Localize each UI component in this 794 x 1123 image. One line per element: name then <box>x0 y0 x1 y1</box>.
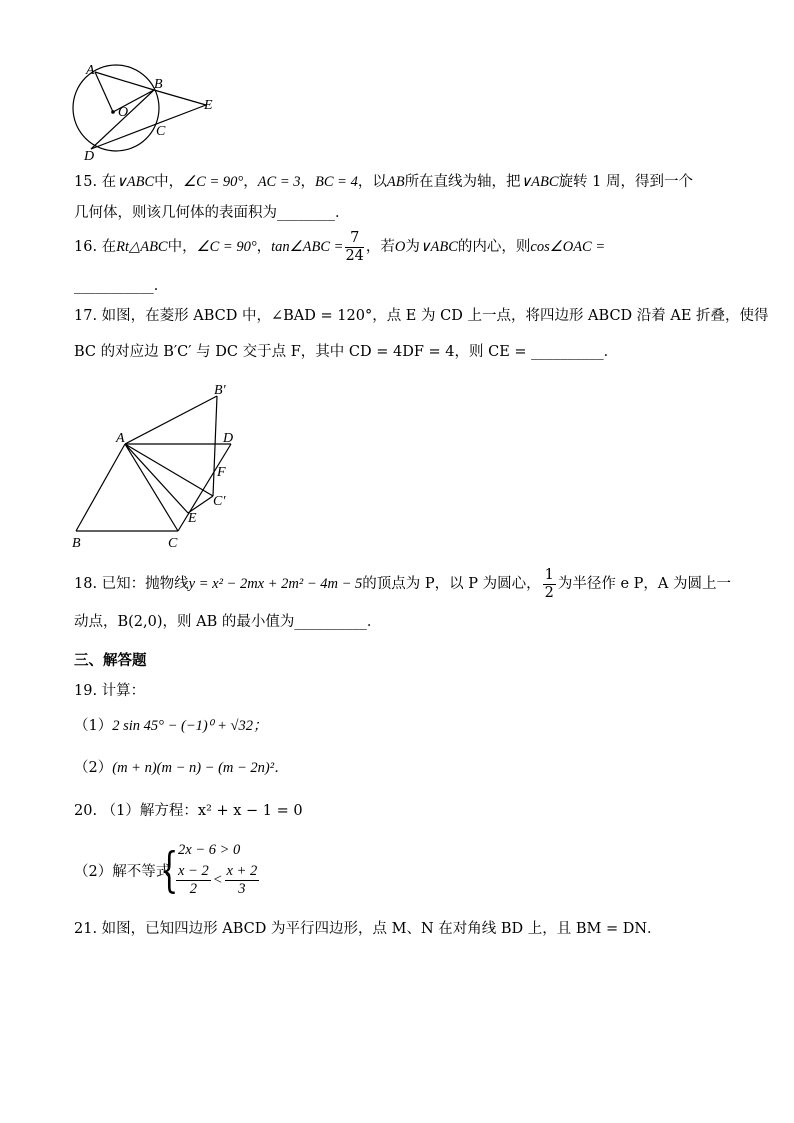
label-a: A <box>116 431 125 446</box>
q18-text: 为半径作 e P，A 为圆上一 <box>557 576 731 592</box>
center-point <box>111 110 115 114</box>
label-o: O <box>118 105 129 120</box>
q20-part2-label: （2）解不等式 <box>74 864 171 880</box>
label-e: E <box>204 98 213 113</box>
q15-number: 15. <box>74 174 98 190</box>
q20-less-than: < <box>212 872 223 888</box>
q16-number: 16. <box>74 239 98 255</box>
segment-ac <box>125 444 178 531</box>
section-heading: 三、解答题 <box>74 653 147 669</box>
segment-de <box>91 105 206 149</box>
q15-text: ，以 <box>357 174 387 190</box>
label-f: F <box>217 465 226 480</box>
label-d: D <box>84 149 95 164</box>
q20-frac-right-den: 3 <box>238 881 246 898</box>
q18-fraction <box>543 567 556 602</box>
q15-text: 所在直线为轴，把 <box>404 174 521 190</box>
q15-line1 <box>74 172 693 192</box>
q18-line2: 动点，B(2,0)，则 AB 的最小值为__________． <box>74 614 382 630</box>
segment-ae <box>125 444 188 513</box>
q18-frac-num: 1 <box>544 566 554 583</box>
q15-text: 在 <box>101 174 117 190</box>
q20-ineq1: 2x − 6 > 0 <box>178 842 241 858</box>
q19-title: 19. 计算： <box>74 683 146 699</box>
label-b-prime: B′ <box>214 383 226 398</box>
q16-text: 的内心，则 <box>457 239 531 255</box>
q16-tan: tan∠ABC = <box>271 239 344 255</box>
q19-part1 <box>74 716 268 736</box>
q15-line2: 几何体，则该几何体的表面积为________． <box>74 205 350 221</box>
q16-frac-num: 7 <box>345 230 363 248</box>
segment-dc <box>178 444 231 531</box>
q18-frac-den: 2 <box>544 584 554 601</box>
segment-ab-prime <box>125 396 217 444</box>
q19-p2-label: （2） <box>74 760 113 776</box>
q18-text: 的顶点为 P，以 P 为圆心， <box>362 576 541 592</box>
q21-text: 21. 如图，已知四边形 ABCD 为平行四边形，点 M、N 在对角线 BD 上，且 BM = DN． <box>74 921 662 937</box>
q16-line1 <box>74 229 605 265</box>
label-b: B <box>72 536 81 551</box>
q19-part2 <box>74 758 289 778</box>
q19-p1-expr: 2 sin 45° − (−1)⁰ + √32； <box>112 718 268 734</box>
segment-be <box>154 90 206 105</box>
q18-line1 <box>74 566 731 602</box>
q18-text: 18. 已知：抛物线 <box>74 576 189 592</box>
q16-fraction <box>345 230 363 265</box>
q17-line1: 17. 如图，在菱形 ABCD 中，∠BAD = 120°，点 E 为 CD 上一点，将四边形 ABCD 沿着 AE 折叠，使得 <box>74 308 769 324</box>
q15-sep: ， <box>300 174 316 190</box>
q15-condition: AC = 3 <box>257 174 301 190</box>
q15-text: 中， <box>154 174 184 190</box>
q15-condition: BC = 4 <box>315 174 358 190</box>
label-c-prime: C′ <box>213 494 226 509</box>
q16-text: ，若 <box>365 239 395 255</box>
q15-triangle: ∨ABC <box>116 174 155 190</box>
q15-triangle: ∨ABC <box>520 174 559 190</box>
label-c: C <box>168 536 178 551</box>
label-e: E <box>188 511 197 526</box>
label-c: C <box>156 124 166 139</box>
q16-line2: ___________． <box>74 278 169 294</box>
q20-ineq2 <box>174 862 261 898</box>
q16-condition: ∠C = 90° <box>196 239 257 255</box>
q16-sep: ， <box>256 239 272 255</box>
segment-ao <box>95 72 113 112</box>
q19-p2-expr: (m + n)(m − n) − (m − 2n)²． <box>112 760 289 776</box>
q20-frac-left-num: x − 2 <box>178 863 209 880</box>
q20-brace: { <box>160 842 179 898</box>
q15-ab: AB <box>386 174 405 190</box>
q15-text: 旋转 1 周，得到一个 <box>558 174 694 190</box>
q16-text: 中， <box>167 239 197 255</box>
q18-equation: y = x² − 2mx + 2m² − 4m − 5 <box>188 576 363 592</box>
q16-text: 在 <box>101 239 117 255</box>
q19-p1-label: （1） <box>74 718 113 734</box>
q15-sep: ， <box>243 174 258 190</box>
q16-cos: cos∠OAC = <box>530 239 606 255</box>
q20-frac-left <box>176 863 211 898</box>
q16-frac-den: 24 <box>345 247 364 264</box>
figure-circle-diagram <box>66 62 226 166</box>
q20-part1: 20. （1）解方程：x² + x − 1 = 0 <box>74 803 303 819</box>
q16-triangle: ∨ABC <box>419 239 458 255</box>
q20-frac-right-num: x + 2 <box>226 863 258 880</box>
figure-rhombus-diagram <box>66 380 246 552</box>
segment-bp-cp <box>213 396 217 496</box>
q17-line2: BC 的对应边 B′C′ 与 DC 交于点 F，其中 CD = 4DF = 4，则 CE = __________． <box>74 344 619 360</box>
label-d: D <box>223 431 234 446</box>
segment-ba <box>76 444 125 531</box>
q20-frac-right <box>225 863 260 898</box>
q16-triangle: Rt△ABC <box>116 239 168 255</box>
q16-o: O <box>394 239 406 255</box>
label-b: B <box>154 77 163 92</box>
segment-acp <box>125 444 213 496</box>
q15-condition: ∠C = 90° <box>183 174 244 190</box>
label-a: A <box>86 63 95 78</box>
q16-text: 为 <box>405 239 420 255</box>
segment-ab <box>95 72 154 90</box>
q20-frac-left-den: 2 <box>189 881 197 898</box>
